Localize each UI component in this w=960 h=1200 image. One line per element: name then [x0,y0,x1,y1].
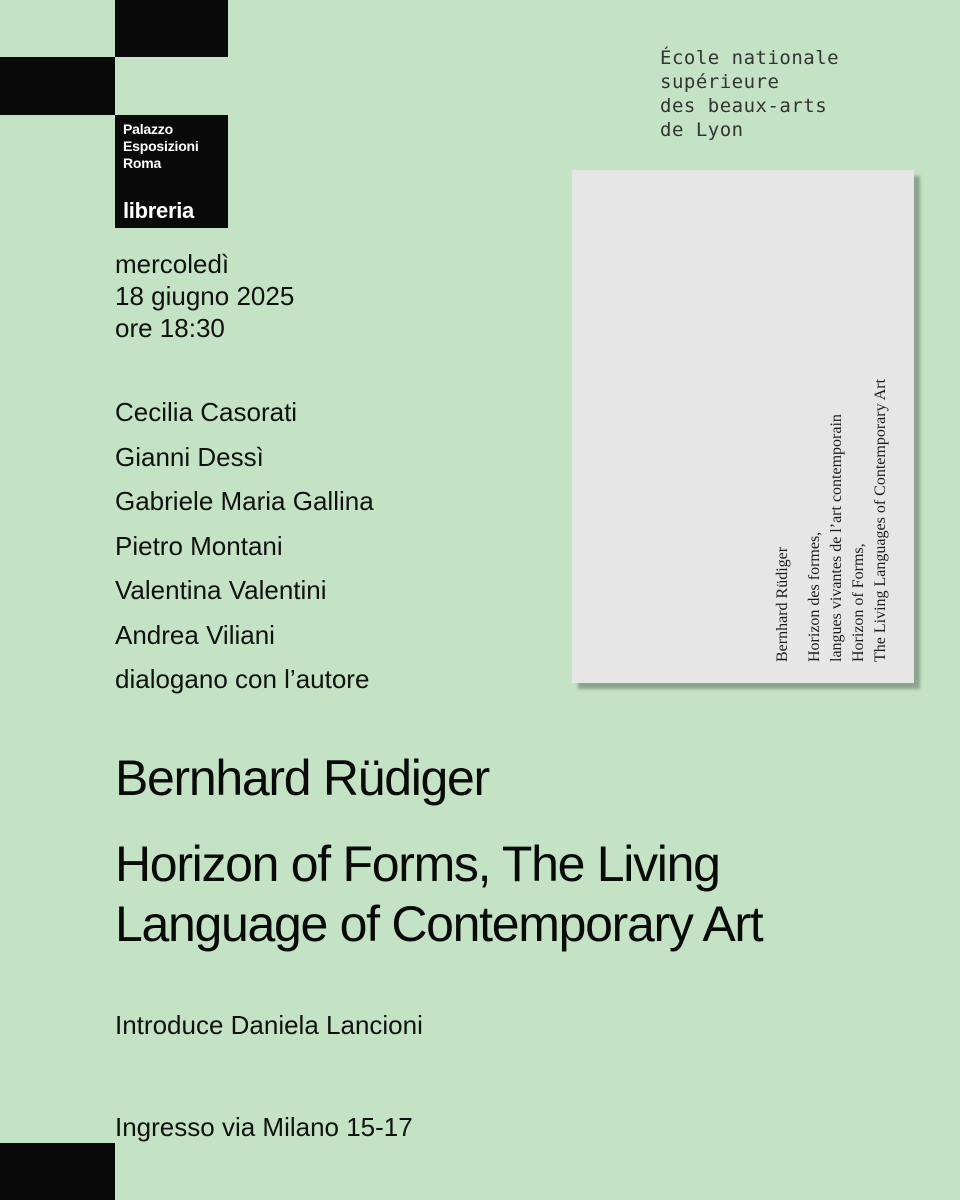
school-line: de Lyon [660,119,744,141]
event-datetime [115,248,294,344]
corner-block-top [115,0,228,57]
speaker-name: Andrea Viliani [115,619,275,650]
event-day: mercoledì [115,249,230,279]
logo-line-1: Palazzo [123,121,173,137]
speaker-name: Cecilia Casorati [115,397,298,427]
introduction-text: Introduce Daniela Lancioni [115,1010,423,1040]
speaker-name: Valentina Valentini [115,575,327,605]
school-line: supérieure [660,71,780,93]
speaker-name: Gabriele Maria Gallina [115,486,374,516]
book-title [115,834,762,954]
book-cover-line: The Living Languages of Contemporary Art [872,378,889,662]
author-name: Bernhard Rüdiger [115,750,489,806]
speaker-name: Pietro Montani [115,530,283,561]
book-title-line-1: Horizon of Forms, The Living [115,836,720,892]
school-line: École nationale [660,47,840,69]
book-cover-text [772,379,892,662]
logo-line-2: Esposizioni [123,138,199,154]
speaker-name: Gianni Dessì [115,441,264,472]
event-time: ore 18:30 [115,313,225,343]
logo-line-3: Roma [123,155,162,171]
school-line: des beaux-arts [660,95,828,117]
libreria-logo [115,115,228,228]
logo-label: libreria [123,198,194,223]
book-cover-line: Horizon des formes, [806,531,823,662]
school-name [660,46,839,142]
book-cover-author: Bernhard Rüdiger [774,546,791,662]
speakers-list [115,390,374,702]
corner-block-left [0,57,115,115]
book-cover-line: langues vivantes de l’art contemporain [828,414,845,662]
entrance-text: Ingresso via Milano 15-17 [115,1112,413,1142]
corner-block-bottom [0,1143,115,1200]
dialogue-text: dialogano con l’autore [115,664,370,694]
book-title-line-2: Language of Contemporary Art [115,896,763,952]
book-cover-line: Horizon of Forms, [850,543,867,662]
event-date: 18 giugno 2025 [115,281,295,311]
